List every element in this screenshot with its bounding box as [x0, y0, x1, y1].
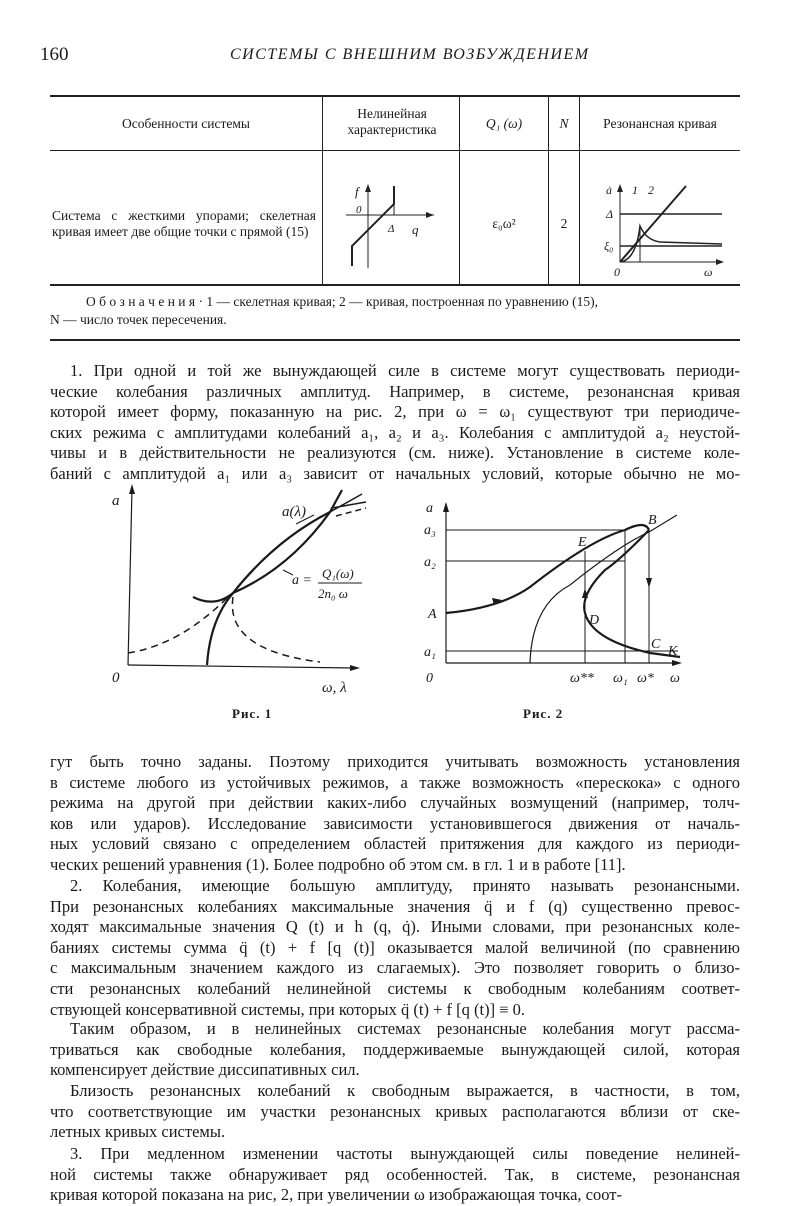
page-number: 160	[40, 44, 69, 65]
text-line: в системе любого из устойчивых режимов, а также возможность «перескока» с одного	[50, 772, 740, 792]
text-line: триваться как свободные колебания, поддерживаемые вынуждающей силой, которая	[50, 1039, 740, 1059]
point-a-label: A	[428, 607, 437, 622]
origin-label: 0	[112, 670, 120, 686]
point-b-label: B	[648, 513, 657, 528]
resonance-curve-lower	[584, 530, 680, 657]
a-dot-label: ȧ	[606, 183, 612, 197]
x-axis	[128, 665, 355, 668]
text-line: ческих решений уравнения (1). Более подробно об этом см. в гл. 1 и в работе [11].	[50, 854, 626, 874]
point-e-label: E	[578, 535, 587, 550]
paragraph	[50, 361, 740, 485]
cell-features: Система с жесткими упорами; скелетная кривая имеет две общие точки с прямой (15)	[52, 208, 316, 239]
text-line: ков или ударов). Исследование зависимости установившегося движения от началь-	[50, 813, 740, 833]
resonance-curve-upper	[446, 525, 649, 613]
text-line: которой имеет форму, показанную на рис. 2, при ω = ω₁ существуют три периодиче-	[50, 402, 740, 422]
y-axis	[128, 488, 132, 665]
zero-label: 0	[356, 204, 362, 216]
point-c-label: C	[651, 637, 661, 652]
text-line: компенсирует действие диссипативных сил.	[50, 1060, 360, 1080]
origin-label: 0	[614, 265, 620, 278]
a3-label: a₃	[424, 523, 436, 538]
text-line: 2. Колебания, имеющие большую амплитуду, принято называть резонансными.	[70, 876, 740, 895]
resonance-curve-diagram	[600, 178, 740, 278]
text-line: чивы и в действительности не реализуются (см. ниже). Установление в системе коле-	[50, 443, 740, 463]
figure-1-caption: Рис. 1	[232, 706, 273, 721]
table-notes-line-1: О б о з н а ч е н и я · 1 — скелетная кривая; 2 — кривая, построенная по уравнению (15),	[86, 294, 598, 309]
text-line: ских режима с амплитудами колебаний a₁, a₂ и a₃. Колебания с амплитудой a₂ неустой-	[50, 422, 740, 442]
text-line: сти резонансных колебаний нелинейной системы к свободным колебаниям соответ-	[50, 978, 740, 998]
text-line: с максимальным значением каждого из слагаемых). Это позволяет говорить о близо-	[50, 958, 740, 978]
figure-2-caption: Рис. 2	[523, 706, 564, 721]
origin-label: 0	[426, 671, 433, 686]
text-line: баний с амплитудой a₁ или a₃ зависит от начальных условий, которые обычно не мо-	[50, 463, 740, 483]
figure-2	[420, 480, 700, 700]
omega-double-star-label: ω**	[570, 671, 594, 686]
xi-label: ξ₀	[604, 239, 614, 253]
formula-denominator: 2n₀ ω	[318, 586, 348, 601]
paragraph	[50, 1081, 740, 1143]
q-label: q	[412, 222, 419, 237]
header-nonlinear-characteristic: Нелинейная характеристика	[347, 106, 437, 137]
header-features: Особенности системы	[122, 116, 250, 131]
text-line: что соответствующие им участки резонансных кривых располагаются вблизи от ске-	[50, 1101, 740, 1121]
column-divider	[322, 97, 323, 284]
delta-label: Δ	[606, 207, 614, 221]
text-line: гут быть точно заданы. Поэтому приходится учитывать возможность установления	[50, 752, 740, 771]
resonance-curve	[207, 512, 330, 665]
omega-1-label: ω₁	[613, 671, 628, 686]
text-line: Таким образом, и в нелинейных системах резонансные колебания могут рассма-	[70, 1019, 740, 1038]
formula-numerator: Q₁(ω)	[322, 566, 354, 581]
y-axis-label: a	[112, 493, 120, 509]
header-q1: Q₁ (ω)	[485, 116, 523, 131]
curve-2-label: 2	[648, 183, 654, 197]
text-line: кривая которой показана на рис, 2, при увеличении ω изображающая точка, соот-	[50, 1185, 622, 1205]
cell-q1: ε₀ω²	[492, 216, 516, 231]
cell-n: 2	[560, 216, 568, 231]
nonlinear-characteristic-diagram	[340, 180, 450, 280]
text-line: При резонансных колебаниях максимальные значения q̈ и f (q) существенно превос-	[50, 896, 740, 916]
text-line: летных кривых системы.	[50, 1122, 226, 1142]
y-axis-label: a	[426, 501, 433, 516]
curve-1-label: 1	[632, 183, 638, 197]
text-line: ческие колебания различных амплитуд. Например, в системе, резонансная кривая	[50, 381, 740, 401]
a2-label: a₂	[424, 555, 436, 570]
point-k-label: K	[668, 644, 678, 659]
text-line: ствующей консервативной системы, при которых q̈ (t) + f [q (t)] ≡ 0.	[50, 999, 525, 1019]
paragraph	[50, 752, 740, 876]
text-line: баниях системы сумма q̈ (t) + f [q (t)] оказывается малой величиной (по сравнению	[50, 937, 740, 957]
paragraph	[50, 1019, 740, 1081]
text-line: ных условий связано с определением областей притяжения для каждого из периоди-	[50, 834, 740, 854]
text-line: Близость резонансных колебаний к свободным выражается, в частности, в том,	[70, 1081, 740, 1100]
header-n: N	[559, 116, 569, 131]
text-line: 1. При одной и той же вынуждающей силе в системе могут существовать периоди-	[70, 361, 740, 380]
text-line: режима на другой при действии каких-либо случайных возмущений (например, толч-	[50, 793, 740, 813]
table-top-rule	[50, 95, 740, 97]
omega-label: ω	[704, 265, 713, 278]
point-d-label: D	[589, 613, 600, 628]
running-title: СИСТЕМЫ С ВНЕШНИМ ВОЗБУЖДЕНИЕМ	[230, 46, 590, 63]
table-notes-line-2: N — число точек пересечения.	[50, 312, 227, 327]
notes-rule	[50, 339, 740, 341]
omega-star-label: ω*	[637, 671, 654, 686]
header-resonance-curve: Резонансная кривая	[603, 116, 717, 131]
x-axis-label: ω	[670, 671, 680, 686]
figure-1	[100, 480, 400, 700]
a1-label: a₁	[424, 645, 436, 660]
delta-label: Δ	[388, 223, 395, 235]
curve-label-a-lambda: a(λ)	[282, 504, 306, 520]
text-line: ной системы также обнаруживает ряд особенностей. Так, в системе, резонансная	[50, 1164, 740, 1184]
dashed-curve-left	[128, 597, 228, 653]
paragraph	[50, 1144, 740, 1206]
table-header-rule	[50, 150, 740, 151]
skeleton-curve-a-lambda	[193, 490, 342, 602]
text-line: ходят максимальные значения Q (t) и h (q, q̇). Иными словами, при резонансных коле-	[50, 917, 740, 937]
x-axis-label: ω, λ	[322, 680, 347, 696]
dashed-curve-right	[232, 597, 320, 662]
f-label: f	[355, 184, 359, 199]
text-line: 3. При медленном изменении частоты вынуждающей силы поведение нелиней-	[70, 1144, 740, 1163]
paragraph	[50, 876, 740, 1020]
formula-lhs: a =	[292, 573, 312, 588]
table-bottom-rule	[50, 284, 740, 286]
